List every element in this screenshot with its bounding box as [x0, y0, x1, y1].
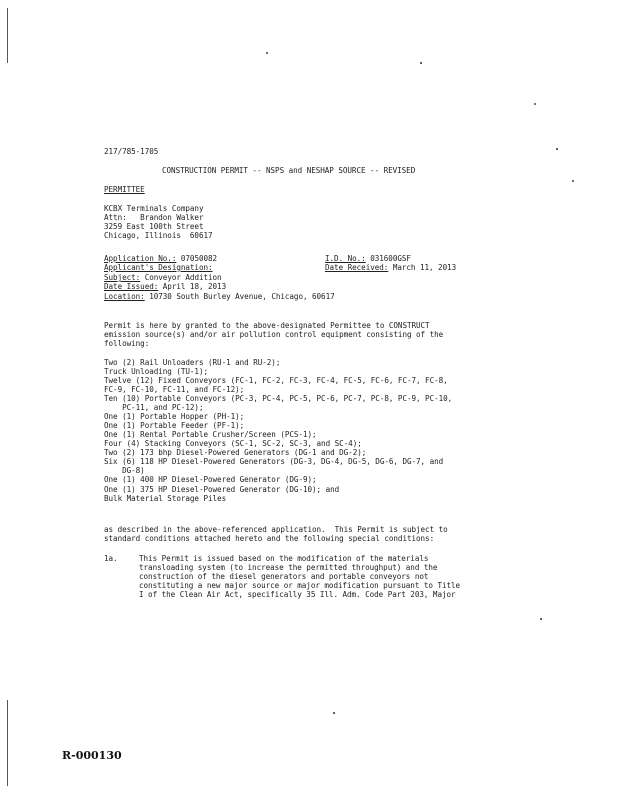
equipment-item: Six (6) 118 HP Diesel-Powered Generators (DG-3, DG-4, DG-5, DG-6, DG-7, and — [104, 457, 444, 466]
document-title: CONSTRUCTION PERMIT -- NSPS and NESHAP SOURCE -- REVISED — [162, 166, 416, 175]
permittee-heading: PERMITTEE — [104, 185, 145, 194]
grant-paragraph-line: following: — [104, 339, 150, 348]
date-received-row — [325, 263, 456, 272]
equipment-item: One (1) Portable Feeder (PF-1); — [104, 421, 245, 430]
application-number-value: 07050082 — [176, 254, 218, 263]
scan-edge-line — [7, 8, 8, 63]
equipment-item: DG-8) — [104, 466, 145, 475]
date-issued-row — [104, 282, 226, 291]
equipment-item: Two (2) 173 bhp Diesel-Powered Generators (DG-1 and DG-2); — [104, 448, 367, 457]
subject-label: Subject: — [104, 273, 141, 282]
equipment-item: Ten (10) Portable Conveyors (PC-3, PC-4, PC-5, PC-6, PC-7, PC-8, PC-9, PC-10, — [104, 394, 453, 403]
equipment-item: FC-9, FC-10, FC-11, and FC-12); — [104, 385, 245, 394]
date-issued-value: April 18, 2013 — [158, 282, 227, 291]
equipment-item: Four (4) Stacking Conveyors (SC-1, SC-2, SC-3, and SC-4); — [104, 439, 362, 448]
condition-line: transloading system (to increase the permitted throughput) and the — [139, 563, 438, 572]
phone-number: 217/785-1705 — [104, 147, 159, 156]
location-value: 10730 South Burley Avenue, Chicago, 60617 — [144, 292, 335, 301]
scan-speck — [420, 62, 422, 64]
applicant-designation-label: Applicant's Designation: — [104, 263, 213, 272]
condition-number: 1a. — [104, 554, 118, 563]
equipment-item: PC-11, and PC-12); — [104, 403, 204, 412]
subject-value: Conveyor Addition — [140, 273, 222, 282]
id-number-row — [325, 254, 411, 263]
applicant-designation — [104, 263, 213, 272]
scan-edge-line — [7, 700, 8, 786]
bates-number: R-000130 — [62, 749, 122, 762]
date-received-value: March 11, 2013 — [388, 263, 457, 272]
subject-row — [104, 273, 222, 282]
permittee-name: KCBX Terminals Company — [104, 204, 204, 213]
scan-speck — [540, 618, 542, 620]
grant-paragraph-line: Permit is here by granted to the above-designated Permittee to CONSTRUCT — [104, 321, 430, 330]
application-number-row — [104, 254, 217, 263]
permittee-attn: Attn: Brandon Walker — [104, 213, 204, 222]
equipment-item: One (1) 400 HP Diesel-Powered Generator (DG-9); — [104, 475, 317, 484]
condition-line: This Permit is issued based on the modification of the materials — [139, 554, 429, 563]
equipment-item: One (1) 375 HP Diesel-Powered Generator (DG-10); and — [104, 485, 340, 494]
equipment-item: Twelve (12) Fixed Conveyors (FC-1, FC-2, FC-3, FC-4, FC-5, FC-6, FC-7, FC-8, — [104, 376, 448, 385]
equipment-item: Bulk Material Storage Piles — [104, 494, 227, 503]
scan-speck — [534, 103, 536, 105]
id-number-label: I.D. No.: — [325, 254, 366, 263]
equipment-item: Two (2) Rail Unloaders (RU-1 and RU-2); — [104, 358, 281, 367]
scan-speck — [266, 52, 268, 54]
date-received-label: Date Received: — [325, 263, 389, 272]
grant-paragraph-line: emission source(s) and/or air pollution control equipment consisting of the — [104, 330, 444, 339]
application-number-label: Application No.: — [104, 254, 177, 263]
equipment-item: One (1) Rental Portable Crusher/Screen (PCS-1); — [104, 430, 317, 439]
equipment-item: Truck Unloading (TU-1); — [104, 367, 209, 376]
date-issued-label: Date Issued: — [104, 282, 159, 291]
scan-speck — [333, 712, 335, 714]
id-number-value: 031600GSF — [365, 254, 411, 263]
equipment-item: One (1) Portable Hopper (PH-1); — [104, 412, 245, 421]
conditions-paragraph-line: standard conditions attached hereto and the following special conditions: — [104, 534, 435, 543]
permittee-street: 3259 East 100th Street — [104, 222, 204, 231]
location-label: Location: — [104, 292, 145, 301]
location-row — [104, 292, 335, 301]
permittee-city: Chicago, Illinois 60617 — [104, 231, 213, 240]
conditions-paragraph-line: as described in the above-referenced application. This Permit is subject to — [104, 525, 448, 534]
condition-line: I of the Clean Air Act, specifically 35 Ill. Adm. Code Part 203, Major — [139, 590, 456, 599]
condition-line: construction of the diesel generators and portable conveyors not — [139, 572, 429, 581]
scan-speck — [556, 148, 558, 150]
scan-speck — [572, 180, 574, 182]
condition-line: constituting a new major source or major modification pursuant to Title — [139, 581, 461, 590]
